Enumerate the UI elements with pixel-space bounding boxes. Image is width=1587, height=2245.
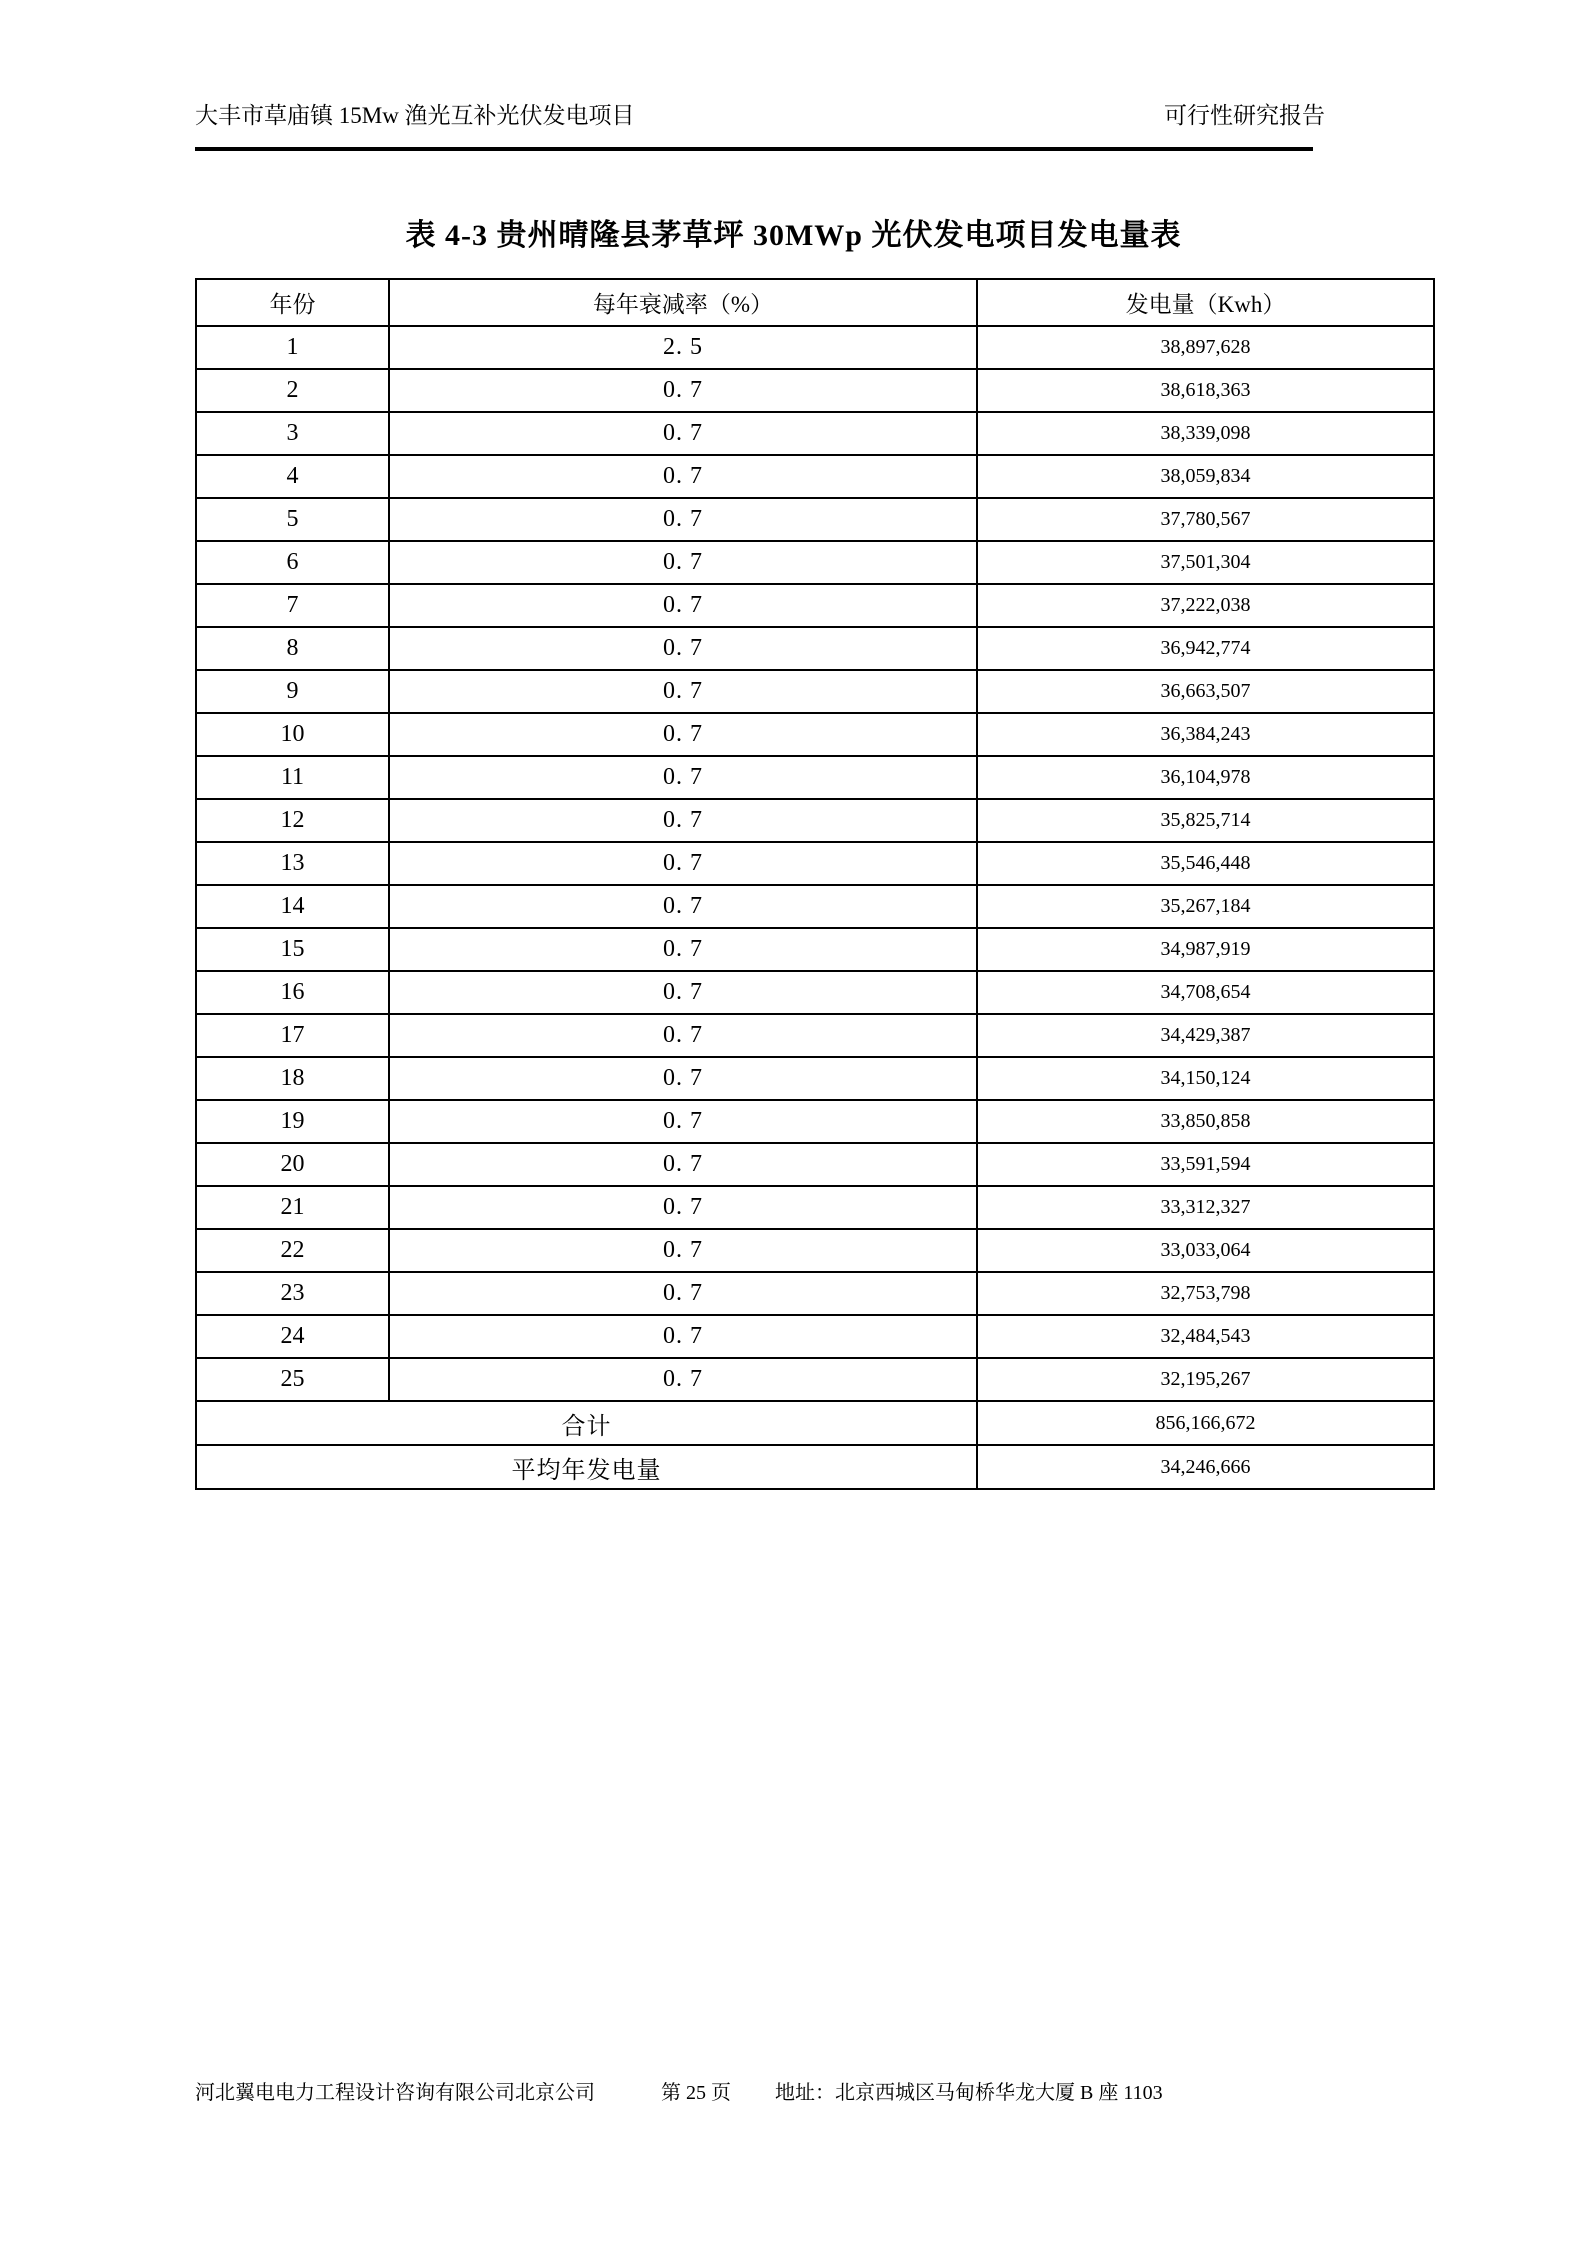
rate-cell: 0. 7 bbox=[389, 885, 977, 928]
generation-cell: 36,942,774 bbox=[977, 627, 1434, 670]
table-header bbox=[196, 279, 1434, 326]
header-divider bbox=[195, 147, 1313, 151]
year-cell: 10 bbox=[196, 713, 389, 756]
table-row bbox=[196, 1143, 1434, 1186]
generation-cell: 32,484,543 bbox=[977, 1315, 1434, 1358]
total-value-cell: 856,166,672 bbox=[977, 1401, 1434, 1445]
table-row bbox=[196, 584, 1434, 627]
table-row bbox=[196, 1358, 1434, 1401]
average-row bbox=[196, 1445, 1434, 1489]
year-cell: 24 bbox=[196, 1315, 389, 1358]
generation-cell: 34,429,387 bbox=[977, 1014, 1434, 1057]
generation-table bbox=[195, 278, 1435, 1490]
year-cell: 6 bbox=[196, 541, 389, 584]
rate-cell: 0. 7 bbox=[389, 584, 977, 627]
table-footer bbox=[196, 1401, 1434, 1489]
year-cell: 13 bbox=[196, 842, 389, 885]
rate-cell: 0. 7 bbox=[389, 412, 977, 455]
year-cell: 1 bbox=[196, 326, 389, 369]
year-cell: 9 bbox=[196, 670, 389, 713]
rate-cell: 0. 7 bbox=[389, 713, 977, 756]
table-row bbox=[196, 842, 1434, 885]
header-row bbox=[196, 279, 1434, 326]
year-cell: 21 bbox=[196, 1186, 389, 1229]
year-cell: 17 bbox=[196, 1014, 389, 1057]
generation-cell: 35,825,714 bbox=[977, 799, 1434, 842]
table-row bbox=[196, 498, 1434, 541]
table-row bbox=[196, 971, 1434, 1014]
rate-cell: 2. 5 bbox=[389, 326, 977, 369]
year-cell: 20 bbox=[196, 1143, 389, 1186]
table-row bbox=[196, 1100, 1434, 1143]
generation-cell: 38,897,628 bbox=[977, 326, 1434, 369]
generation-cell: 33,033,064 bbox=[977, 1229, 1434, 1272]
generation-cell: 38,059,834 bbox=[977, 455, 1434, 498]
rate-cell: 0. 7 bbox=[389, 1229, 977, 1272]
year-cell: 15 bbox=[196, 928, 389, 971]
table-row bbox=[196, 713, 1434, 756]
rate-cell: 0. 7 bbox=[389, 498, 977, 541]
header-report-type: 可行性研究报告 bbox=[1164, 103, 1325, 128]
average-label-cell: 平均年发电量 bbox=[196, 1445, 977, 1489]
generation-cell: 35,546,448 bbox=[977, 842, 1434, 885]
table-row bbox=[196, 326, 1434, 369]
rate-cell: 0. 7 bbox=[389, 670, 977, 713]
column-header-rate: 每年衰减率（%） bbox=[389, 279, 977, 326]
footer-company: 河北翼电电力工程设计咨询有限公司北京公司 bbox=[195, 2082, 595, 2104]
generation-cell: 35,267,184 bbox=[977, 885, 1434, 928]
table-title: 表 4-3 贵州晴隆县茅草坪 30MWp 光伏发电项目发电量表 bbox=[405, 219, 1182, 252]
total-row bbox=[196, 1401, 1434, 1445]
year-cell: 7 bbox=[196, 584, 389, 627]
rate-cell: 0. 7 bbox=[389, 1315, 977, 1358]
table-row bbox=[196, 1315, 1434, 1358]
footer-address: 地址：北京西城区马甸桥华龙大厦 B 座 1103 bbox=[775, 2082, 1163, 2104]
table-row bbox=[196, 1229, 1434, 1272]
footer-page-number: 第 25 页 bbox=[661, 2082, 731, 2104]
column-header-generation: 发电量（Kwh） bbox=[977, 279, 1434, 326]
year-cell: 16 bbox=[196, 971, 389, 1014]
table-row bbox=[196, 412, 1434, 455]
generation-cell: 38,618,363 bbox=[977, 369, 1434, 412]
generation-cell: 33,312,327 bbox=[977, 1186, 1434, 1229]
generation-cell: 33,850,858 bbox=[977, 1100, 1434, 1143]
table-row bbox=[196, 1186, 1434, 1229]
year-cell: 14 bbox=[196, 885, 389, 928]
year-cell: 22 bbox=[196, 1229, 389, 1272]
year-cell: 3 bbox=[196, 412, 389, 455]
generation-cell: 36,104,978 bbox=[977, 756, 1434, 799]
table-row bbox=[196, 1272, 1434, 1315]
rate-cell: 0. 7 bbox=[389, 627, 977, 670]
table-row bbox=[196, 455, 1434, 498]
generation-cell: 37,222,038 bbox=[977, 584, 1434, 627]
year-cell: 23 bbox=[196, 1272, 389, 1315]
table-row bbox=[196, 799, 1434, 842]
table-body bbox=[196, 326, 1434, 1401]
generation-cell: 34,708,654 bbox=[977, 971, 1434, 1014]
rate-cell: 0. 7 bbox=[389, 1057, 977, 1100]
generation-cell: 32,753,798 bbox=[977, 1272, 1434, 1315]
rate-cell: 0. 7 bbox=[389, 799, 977, 842]
total-label-cell: 合计 bbox=[196, 1401, 977, 1445]
generation-cell: 34,150,124 bbox=[977, 1057, 1434, 1100]
rate-cell: 0. 7 bbox=[389, 1014, 977, 1057]
generation-cell: 37,780,567 bbox=[977, 498, 1434, 541]
generation-cell: 36,663,507 bbox=[977, 670, 1434, 713]
year-cell: 12 bbox=[196, 799, 389, 842]
rate-cell: 0. 7 bbox=[389, 541, 977, 584]
generation-cell: 34,987,919 bbox=[977, 928, 1434, 971]
rate-cell: 0. 7 bbox=[389, 1186, 977, 1229]
table-row bbox=[196, 1014, 1434, 1057]
rate-cell: 0. 7 bbox=[389, 369, 977, 412]
generation-cell: 32,195,267 bbox=[977, 1358, 1434, 1401]
average-value-cell: 34,246,666 bbox=[977, 1445, 1434, 1489]
generation-cell: 33,591,594 bbox=[977, 1143, 1434, 1186]
rate-cell: 0. 7 bbox=[389, 1272, 977, 1315]
year-cell: 19 bbox=[196, 1100, 389, 1143]
table-row bbox=[196, 541, 1434, 584]
page-header bbox=[195, 102, 1325, 130]
table-row bbox=[196, 1057, 1434, 1100]
table-row bbox=[196, 885, 1434, 928]
rate-cell: 0. 7 bbox=[389, 455, 977, 498]
column-header-year: 年份 bbox=[196, 279, 389, 326]
rate-cell: 0. 7 bbox=[389, 842, 977, 885]
table-row bbox=[196, 928, 1434, 971]
table-row bbox=[196, 756, 1434, 799]
generation-cell: 37,501,304 bbox=[977, 541, 1434, 584]
rate-cell: 0. 7 bbox=[389, 1143, 977, 1186]
year-cell: 11 bbox=[196, 756, 389, 799]
year-cell: 5 bbox=[196, 498, 389, 541]
table-row bbox=[196, 369, 1434, 412]
rate-cell: 0. 7 bbox=[389, 756, 977, 799]
table-row bbox=[196, 670, 1434, 713]
rate-cell: 0. 7 bbox=[389, 928, 977, 971]
year-cell: 2 bbox=[196, 369, 389, 412]
year-cell: 8 bbox=[196, 627, 389, 670]
year-cell: 18 bbox=[196, 1057, 389, 1100]
page-footer bbox=[195, 2080, 1163, 2106]
table-row bbox=[196, 627, 1434, 670]
year-cell: 4 bbox=[196, 455, 389, 498]
generation-cell: 36,384,243 bbox=[977, 713, 1434, 756]
rate-cell: 0. 7 bbox=[389, 1100, 977, 1143]
generation-cell: 38,339,098 bbox=[977, 412, 1434, 455]
year-cell: 25 bbox=[196, 1358, 389, 1401]
rate-cell: 0. 7 bbox=[389, 971, 977, 1014]
header-project-title: 大丰市草庙镇 15Mw 渔光互补光伏发电项目 bbox=[195, 103, 635, 128]
rate-cell: 0. 7 bbox=[389, 1358, 977, 1401]
